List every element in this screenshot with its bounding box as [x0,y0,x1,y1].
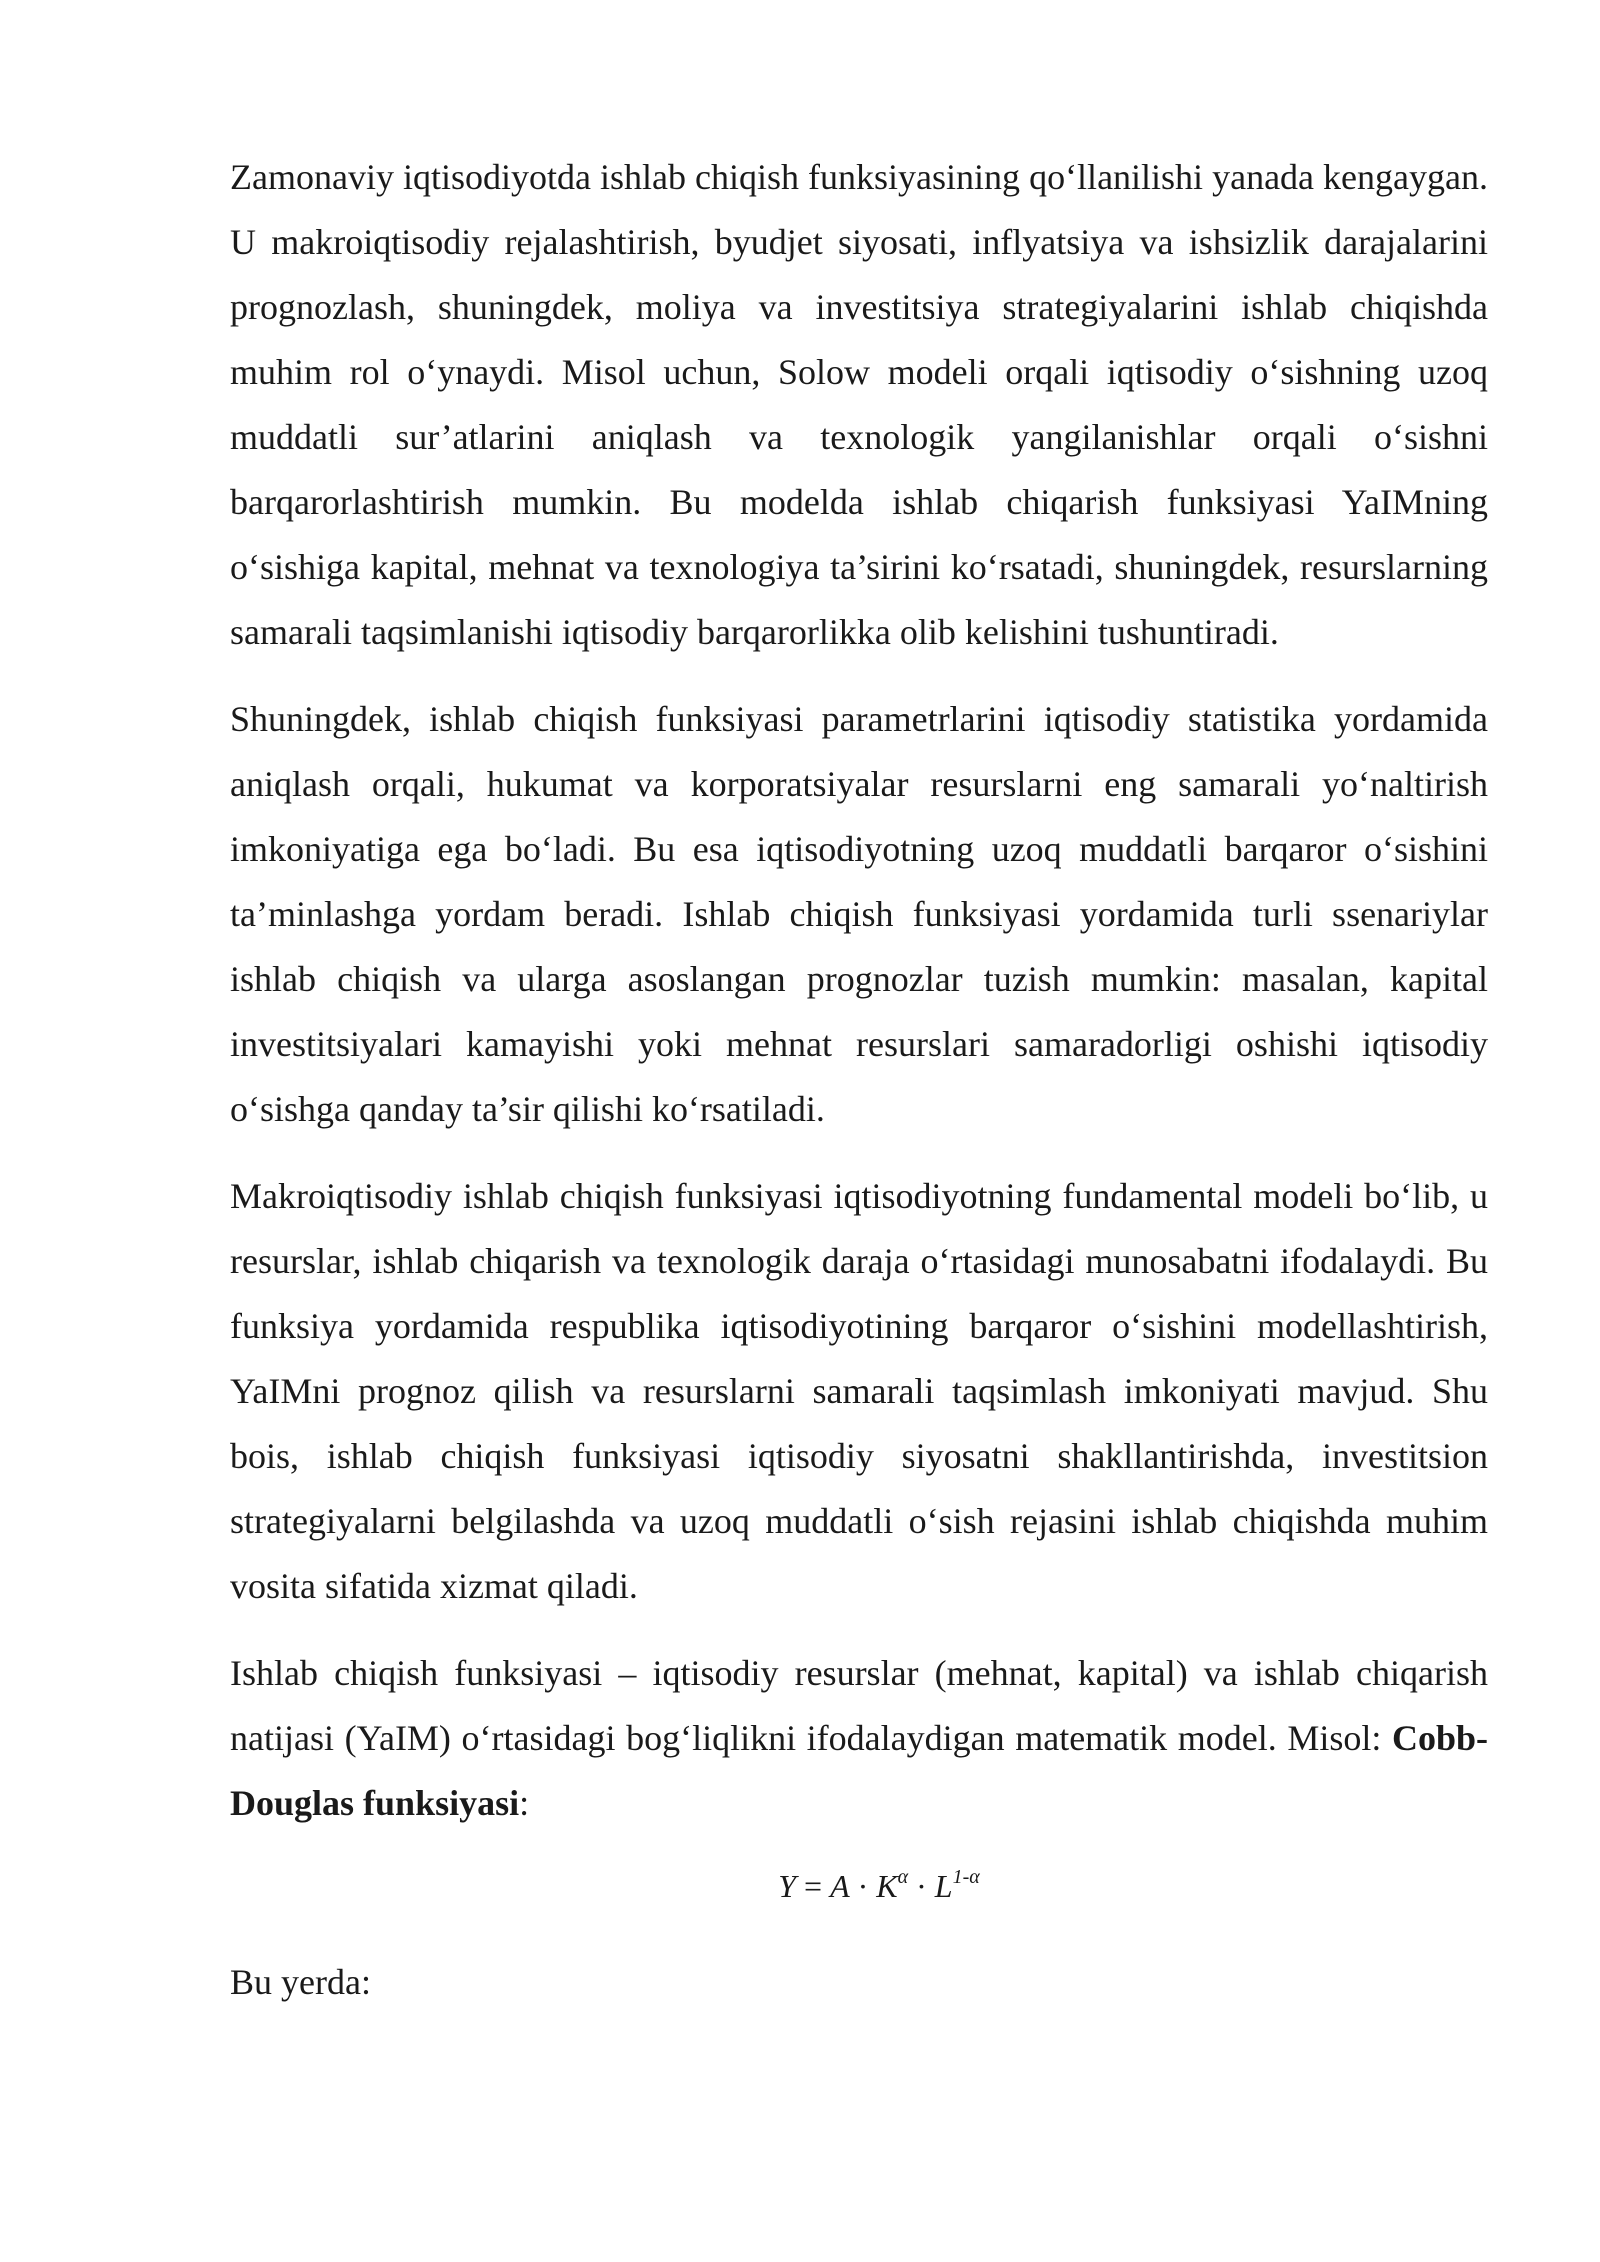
definition-bold-term: Cobb-Douglas funksiyasi [230,1718,1488,1823]
paragraph-3: Makroiqtisodiy ishlab chiqish funksiyasi iqtisodiyotning fundamental modeli bo‘lib, u resurslar, ishlab chiqarish va texnologik daraja o‘rtasidagi munosabatni ifodalaydi. Bu funksiya yordamida respublika iqtisodiyotining barqaror o‘sishini modellashtirish, YaIMni prognoz qilish va resurslarni samarali taqsimlash imkoniyati mavjud. Shu bois, ishlab chiqish funksiyasi iqtisodiy siyosatni shakllantirishda, investitsion strategiyalarni belgilashda va uzoq muddatli o‘sish rejasini ishlab chiqishda muhim vosita sifatida xizmat qiladi. [230,1176,1488,1606]
formula-a: A [830,1868,850,1904]
formula-l: L [934,1868,953,1904]
formula-y: Y [778,1868,797,1904]
closing-line: Bu yerda: [230,1962,371,2002]
paragraph-definition [230,1641,1488,1836]
formula-l-exponent: 1-α [952,1866,980,1888]
formula-dot-2: · [908,1868,935,1904]
paragraph-1: Zamonaviy iqtisodiyotda ishlab chiqish funksiyasining qo‘llanilishi yanada kengaygan. U makroiqtisodiy rejalashtirish, byudjet siyosati, inflyatsiya va ishsizlik darajalarini prognozlash, shuningdek, moliya va investitsiya strategiyalarini ishlab chiqishda muhim rol o‘ynaydi. Misol uchun, Solow modeli orqali iqtisodiy o‘sishning uzoq muddatli sur’atlarini aniqlash va texnologik yangilanishlar orqali o‘sishni barqarorlashtirish mumkin. Bu modelda ishlab chiqarish funksiyasi YaIMning o‘sishiga kapital, mehnat va texnologiya ta’sirini ko‘rsatadi, shuningdek, resurslarning samarali taqsimlanishi iqtisodiy barqarorlikka olib kelishini tushuntiradi. [230,157,1488,652]
formula-k-exponent: α [897,1866,909,1888]
document-page [230,145,1488,2037]
definition-text: Ishlab chiqish funksiyasi – iqtisodiy resurslar (mehnat, kapital) va ishlab chiqarish natijasi (YaIM) o‘rtasidagi bog‘liqlikni ifodalaydigan matematik model. Misol: [230,1653,1488,1758]
formula-equals: = [796,1868,831,1904]
paragraph-2: Shuningdek, ishlab chiqish funksiyasi parametrlarini iqtisodiy statistika yordamida aniqlash orqali, hukumat va korporatsiyalar resurslarni eng samarali yo‘naltirish imkoniyatiga ega bo‘ladi. Bu esa iqtisodiyotning uzoq muddatli barqaror o‘sishini ta’minlashga yordam beradi. Ishlab chiqish funksiyasi yordamida turli ssenariylar ishlab chiqish va ularga asoslangan prognozlar tuzish mumkin: masalan, kapital investitsiyalari kamayishi yoki mehnat resurslari samaradorligi oshishi iqtisodiy o‘sishga qanday ta’sir qilishi ko‘rsatiladi. [230,699,1488,1129]
cobb-douglas-formula [230,1866,1488,1906]
definition-suffix: : [519,1783,530,1823]
formula-k: K [876,1868,898,1904]
formula-dot-1: · [849,1868,877,1904]
